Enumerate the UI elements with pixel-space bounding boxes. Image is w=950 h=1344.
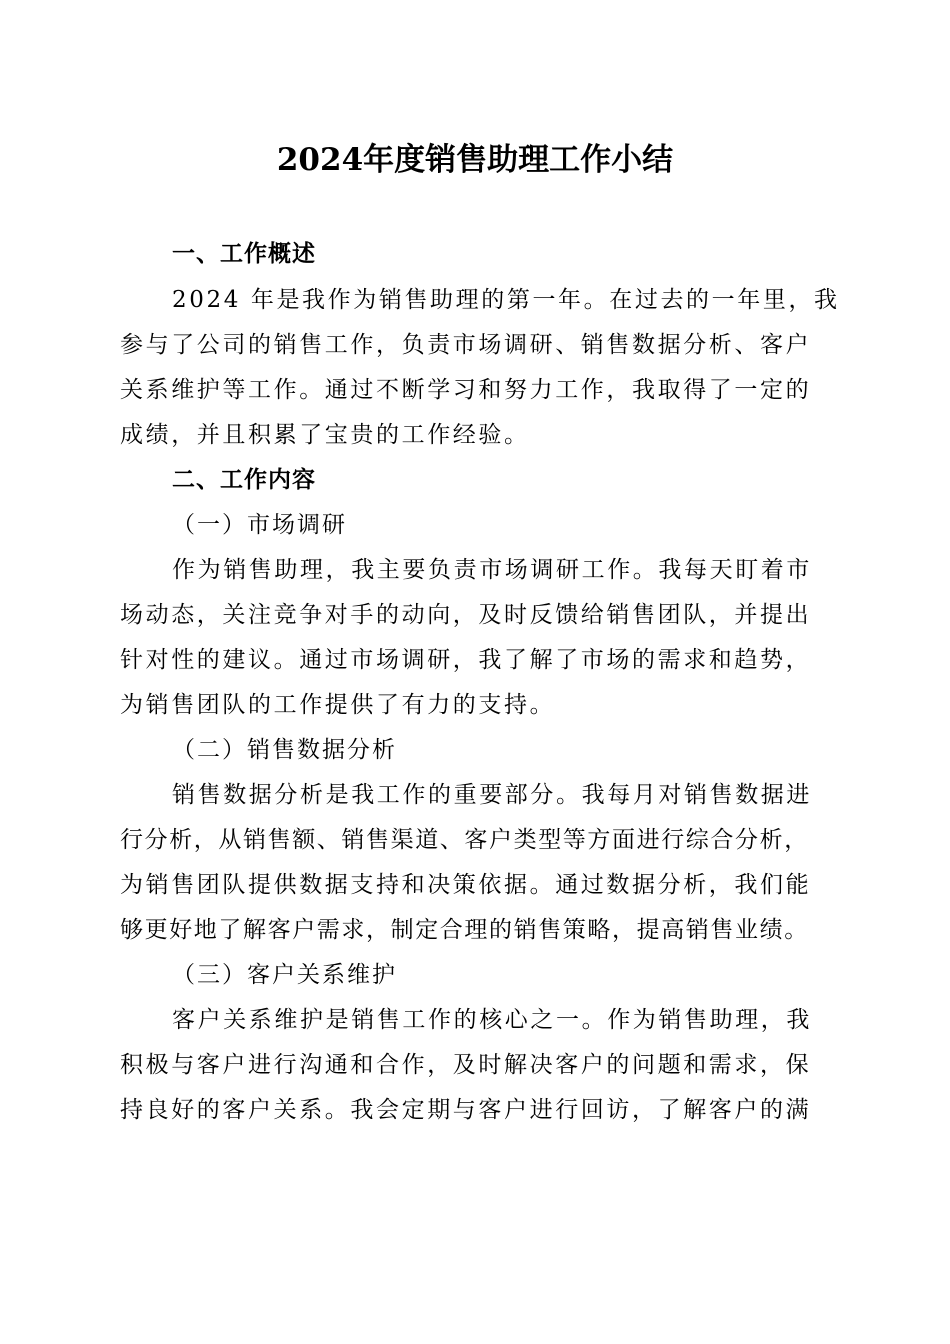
paragraph-line: 关系维护等工作。通过不断学习和努力工作，我取得了一定的: [120, 377, 812, 403]
section-heading-overview: 一、工作概述: [172, 240, 316, 267]
paragraph-line: 客户关系维护是销售工作的核心之一。作为销售助理，我: [172, 1007, 812, 1033]
paragraph-line: 行分析，从销售额、销售渠道、客户类型等方面进行综合分析，: [120, 827, 809, 853]
paragraph-line: 积极与客户进行沟通和合作，及时解决客户的问题和需求，保: [120, 1052, 812, 1078]
paragraph-line: 为销售团队提供数据支持和决策依据。通过数据分析，我们能: [120, 872, 812, 898]
paragraph-line: 为销售团队的工作提供了有力的支持。: [120, 692, 556, 718]
subsection-heading-market-research: （一）市场调研: [172, 512, 347, 538]
paragraph-line: 参与了公司的销售工作，负责市场调研、销售数据分析、客户: [120, 332, 812, 358]
paragraph-line: 2024 年是我作为销售助理的第一年。在过去的一年里，我: [172, 287, 840, 313]
paragraph-line: 持良好的客户关系。我会定期与客户进行回访，了解客户的满: [120, 1097, 812, 1123]
paragraph-line: 成绩，并且积累了宝贵的工作经验。: [120, 422, 530, 448]
paragraph-line: 场动态，关注竞争对手的动向，及时反馈给销售团队，并提出: [120, 602, 812, 628]
subsection-heading-customer-relations: （三）客户关系维护: [172, 962, 397, 988]
section-heading-content: 二、工作内容: [172, 466, 316, 493]
paragraph-line: 作为销售助理，我主要负责市场调研工作。我每天盯着市: [172, 557, 812, 583]
subsection-heading-sales-analysis: （二）销售数据分析: [172, 737, 397, 763]
document-title: 2024年度销售助理工作小结: [276, 142, 674, 178]
paragraph-line: 销售数据分析是我工作的重要部分。我每月对销售数据进: [172, 782, 812, 808]
paragraph-line: 够更好地了解客户需求，制定合理的销售策略，提高销售业绩。: [120, 917, 809, 943]
paragraph-line: 针对性的建议。通过市场调研，我了解了市场的需求和趋势，: [120, 647, 812, 673]
